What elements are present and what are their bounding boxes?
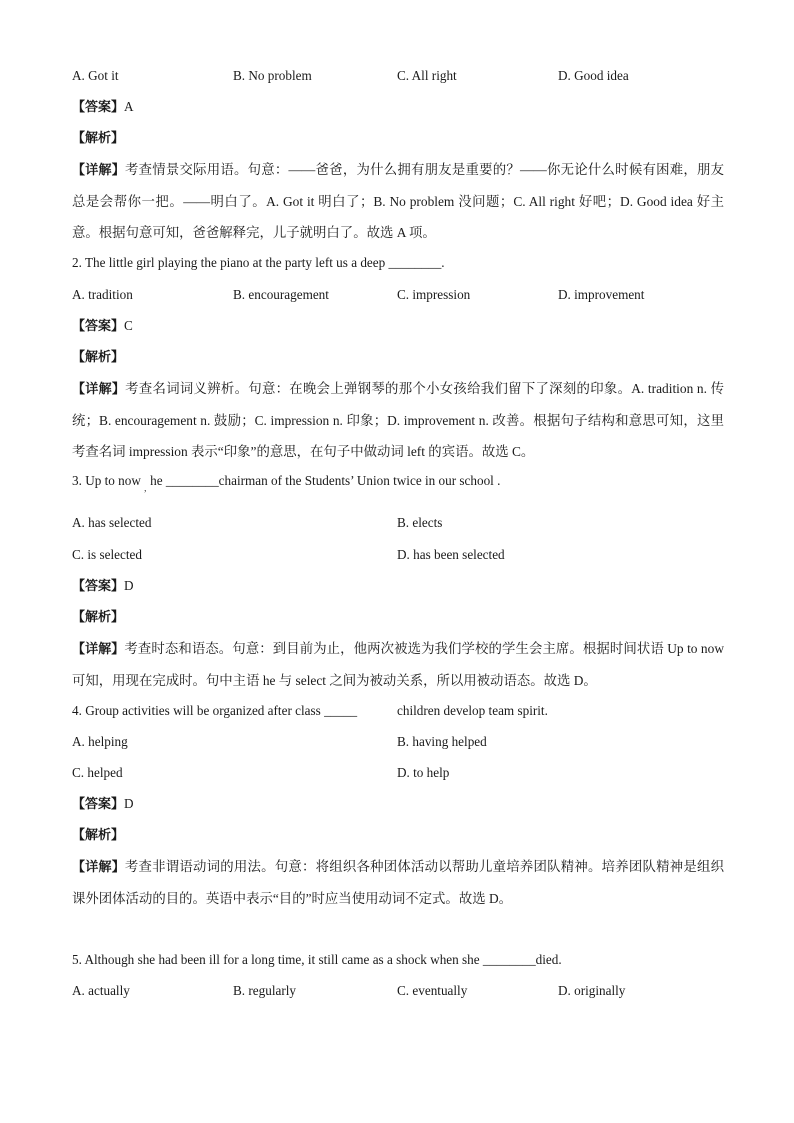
q4-option-d: D. to help (397, 765, 450, 780)
q4-stem-part2: children develop team spirit. (397, 703, 548, 718)
q5-option-b: B. regularly (233, 983, 296, 998)
detail-label: 【详解】 (72, 860, 125, 875)
q1-option-a: A. Got it (72, 68, 119, 83)
answer-label: 【答案】 (72, 100, 125, 115)
q2-option-d: D. improvement (558, 287, 645, 302)
q5-stem: 5. Although she had been ill for a long time, it still came as a shock when she ________died. (72, 952, 562, 967)
q3-answer (72, 576, 724, 597)
q2-option-c: C. impression (397, 287, 471, 302)
q3-stem (72, 471, 724, 491)
q1-option-b: B. No problem (233, 68, 312, 83)
answer-label: 【答案】 (72, 797, 125, 812)
q5-option-c: C. eventually (397, 983, 468, 998)
analysis-label: 【解析】 (72, 350, 125, 365)
detail-text: 考查非谓语动词的用法。句意：将组织各种团体活动以帮助儿童培养团队精神。培养团队精神是组织课外团体活动的目的。英语中表示“目的”时应当使用动词不定式。故选 D。 (72, 859, 724, 906)
q1-detail (72, 154, 724, 248)
analysis-label: 【解析】 (72, 828, 125, 843)
q4-stem-part1: 4. Group activities will be organized after class _____ (72, 703, 358, 718)
answer-label: 【答案】 (72, 319, 125, 334)
detail-text: 考查时态和语态。句意：到目前为止，他两次被选为我们学校的学生会主席。根据时间状语 Up to now 可知，用现在完成时。句中主语 he 与 select 之间为被动关系，所以用被动语态。故选 D。 (72, 641, 724, 688)
q4-option-c: C. helped (72, 765, 123, 780)
q2-answer (72, 316, 724, 337)
q5-option-a: A. actually (72, 983, 130, 998)
analysis-label: 【解析】 (72, 131, 125, 146)
q3-option-c: C. is selected (72, 547, 142, 562)
q3-stem-part1: 3. Up to now (72, 473, 141, 488)
answer-value: C (124, 318, 133, 333)
q4-analysis (72, 825, 724, 846)
q1-answer (72, 97, 724, 118)
q4-stem (72, 701, 724, 721)
detail-label: 【详解】 (72, 642, 125, 657)
q3-option-d: D. has been selected (397, 547, 505, 562)
q3-stem-part2: he ________chairman of the Students’ Union twice in our school . (150, 473, 501, 488)
q1-analysis (72, 128, 724, 149)
answer-value: D (124, 796, 134, 811)
q3-analysis (72, 607, 724, 628)
q2-option-a: A. tradition (72, 287, 133, 302)
detail-text: 考查情景交际用语。句意：——爸爸，为什么拥有朋友是重要的？——你无论什么时候有困难，朋友总是会帮你一把。——明白了。A. Got it 明白了；B. No problem 没问题；C. All right 好吧；D. Good idea 好主意。根据句意可知，爸爸解释完，儿子就明白了。故选 A 项。 (72, 162, 724, 240)
q3-stem-mark: , (144, 483, 147, 493)
answer-label: 【答案】 (72, 579, 125, 594)
q4-answer (72, 794, 724, 815)
answer-value: A (124, 99, 134, 114)
q3-detail (72, 633, 724, 696)
q2-stem: 2. The little girl playing the piano at the party left us a deep ________. (72, 255, 445, 270)
q3-option-b: B. elects (397, 515, 443, 530)
answer-value: D (124, 578, 134, 593)
q1-option-d: D. Good idea (558, 68, 629, 83)
q1-option-c: C. All right (397, 68, 457, 83)
q2-detail (72, 373, 724, 467)
detail-label: 【详解】 (72, 382, 126, 397)
q2-option-b: B. encouragement (233, 287, 329, 302)
q5-option-d: D. originally (558, 983, 626, 998)
q3-option-a: A. has selected (72, 515, 152, 530)
analysis-label: 【解析】 (72, 610, 125, 625)
q4-option-b: B. having helped (397, 734, 487, 749)
detail-label: 【详解】 (72, 163, 125, 178)
q2-analysis (72, 347, 724, 368)
detail-text: 考查名词词义辨析。句意：在晚会上弹钢琴的那个小女孩给我们留下了深刻的印象。A. tradition n. 传统；B. encouragement n. 鼓励；C. impression n. 印象；D. improvement n. 改善。根据句子结构和意思可知，这里考查名词 impression 表示“印象”的意思，在句子中做动词 left 的宾语。故选 C。 (72, 381, 724, 459)
q4-detail (72, 851, 724, 914)
q4-option-a: A. helping (72, 734, 128, 749)
